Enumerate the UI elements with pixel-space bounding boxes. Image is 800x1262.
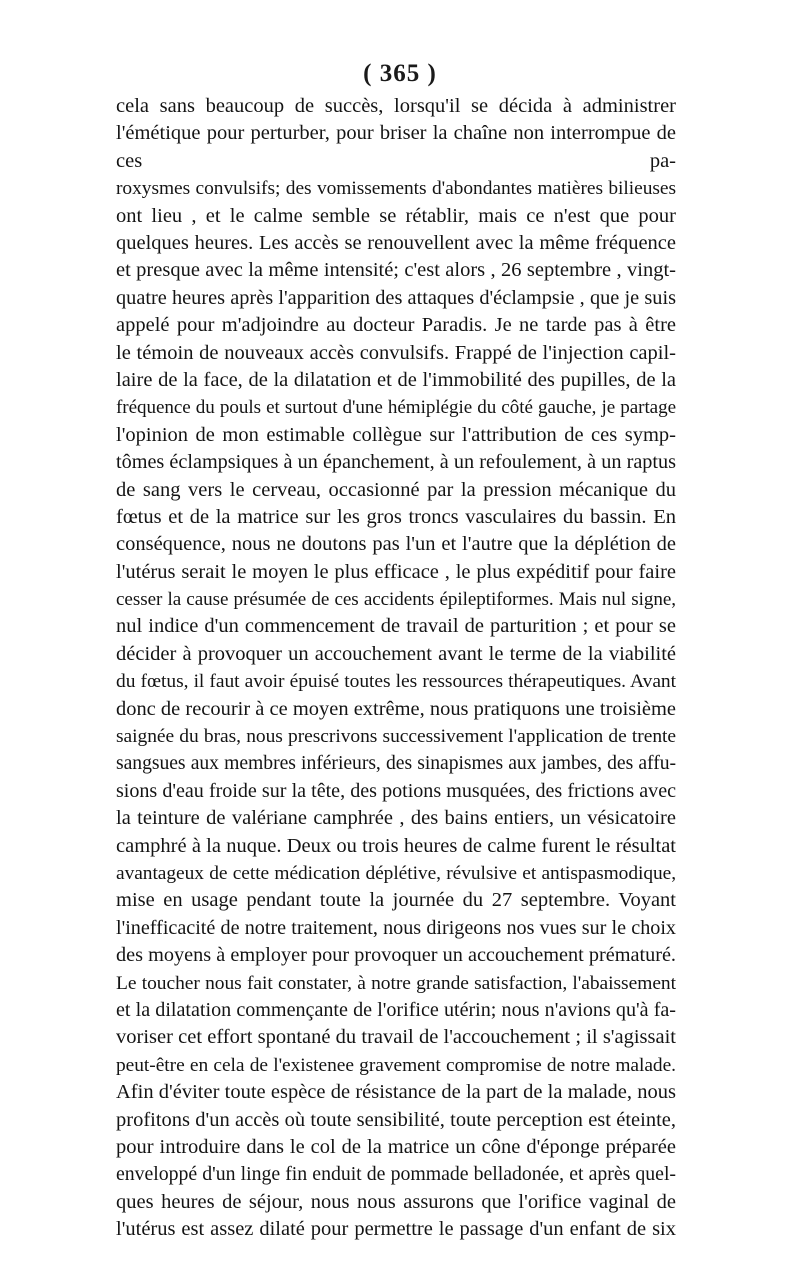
text-line: appelé pour m'adjoindre au docteur Paradis. Je ne tarde pas à être xyxy=(116,314,676,337)
text-line: enveloppé d'un linge fin enduit de pommade belladonée, et après quel- xyxy=(116,1163,676,1186)
text-line: fœtus et de la matrice sur les gros troncs vasculaires du bassin. En xyxy=(116,505,676,528)
text-line: donc de recourir à ce moyen extrême, nous pratiquons une troisième xyxy=(116,697,676,720)
text-line: sangsues aux membres inférieurs, des sinapismes aux jambes, des affu- xyxy=(116,752,676,775)
text-line: des moyens à employer pour provoquer un accouchement prématuré. xyxy=(116,944,676,967)
text-line: l'opinion de mon estimable collègue sur l'attribution de ces symp- xyxy=(116,423,676,446)
text-line: le témoin de nouveaux accès convulsifs. Frappé de l'injection capil- xyxy=(116,341,676,364)
body-text xyxy=(116,93,676,1243)
text-line: conséquence, nous ne doutons pas l'un et l'autre que la déplétion de xyxy=(116,533,676,556)
text-line: sions d'eau froide sur la tête, des potions musquées, des frictions avec xyxy=(116,779,676,802)
text-line: du fœtus, il faut avoir épuisé toutes les ressources thérapeutiques. Avant xyxy=(116,671,676,693)
text-line: de sang vers le cerveau, occasionné par la pression mécanique du xyxy=(116,478,676,501)
text-line: quelques heures. Les accès se renouvellent avec la même fréquence xyxy=(116,232,676,254)
text-line: Le toucher nous fait constater, à notre grande satisfaction, l'abaissement xyxy=(116,972,676,994)
text-line: camphré à la nuque. Deux ou trois heures de calme furent le résultat xyxy=(116,834,676,857)
text-line: roxysmes convulsifs; des vomissements d'abondantes matières bilieuses xyxy=(116,178,676,200)
text-line: nul indice d'un commencement de travail de parturition ; et pour se xyxy=(116,615,676,638)
text-line: l'utérus est assez dilaté pour permettre le passage d'un enfant de six xyxy=(116,1218,676,1241)
text-line: l'utérus serait le moyen le plus efficace , le plus expéditif pour faire xyxy=(116,560,676,583)
text-line: mise en usage pendant toute la journée du 27 septembre. Voyant xyxy=(116,889,676,912)
text-line: quatre heures après l'apparition des attaques d'éclampsie , que je suis xyxy=(116,286,676,309)
text-line: laire de la face, de la dilatation et de l'immobilité des pupilles, de la xyxy=(116,368,676,391)
text-line: ont lieu , et le calme semble se rétablir, mais ce n'est que pour xyxy=(116,204,676,227)
text-line: profitons d'un accès où toute sensibilité, toute perception est éteinte, xyxy=(116,1108,676,1131)
text-line: avantageux de cette médication déplétive, révulsive et antispasmodique, xyxy=(116,862,676,884)
text-line: et presque avec la même intensité; c'est alors , 26 septembre , vingt- xyxy=(116,259,676,282)
text-line: Afin d'éviter toute espèce de résistance de la part de la malade, nous xyxy=(116,1081,676,1104)
text-line: fréquence du pouls et surtout d'une hémiplégie du côté gauche, je partage xyxy=(116,397,676,419)
page-number: ( 365 ) xyxy=(363,60,437,87)
text-line: cela sans beaucoup de succès, lorsqu'il se décida à administrer l'émétique pour perturber, pour briser la chaîne non interrompue de ces pa- xyxy=(116,95,676,172)
text-line: décider à provoquer un accouchement avant le terme de la viabilité xyxy=(116,642,676,665)
text-line: saignée du bras, nous prescrivons successivement l'application de trente xyxy=(116,726,676,748)
text-line: pour introduire dans le col de la matrice un cône d'éponge préparée xyxy=(116,1135,676,1158)
text-line: voriser cet effort spontané du travail de l'accouchement ; il s'agissait xyxy=(116,1026,676,1049)
text-line: l'inefficacité de notre traitement, nous dirigeons nos vues sur le choix xyxy=(116,916,676,939)
text-line: la teinture de valériane camphrée , des bains entiers, un vésicatoire xyxy=(116,807,676,830)
text-line: tômes éclampsiques à un épanchement, à un refoulement, à un raptus xyxy=(116,451,676,474)
text-line: ques heures de séjour, nous nous assurons que l'orifice vaginal de xyxy=(116,1190,676,1213)
text-line: et la dilatation commençante de l'orifice utérin; nous n'avions qu'à fa- xyxy=(116,998,676,1021)
text-line: cesser la cause présumée de ces accidents épileptiformes. Mais nul signe, xyxy=(116,589,676,611)
text-line: peut-être en cela de l'existenee gravement compromise de notre malade. xyxy=(116,1054,676,1076)
